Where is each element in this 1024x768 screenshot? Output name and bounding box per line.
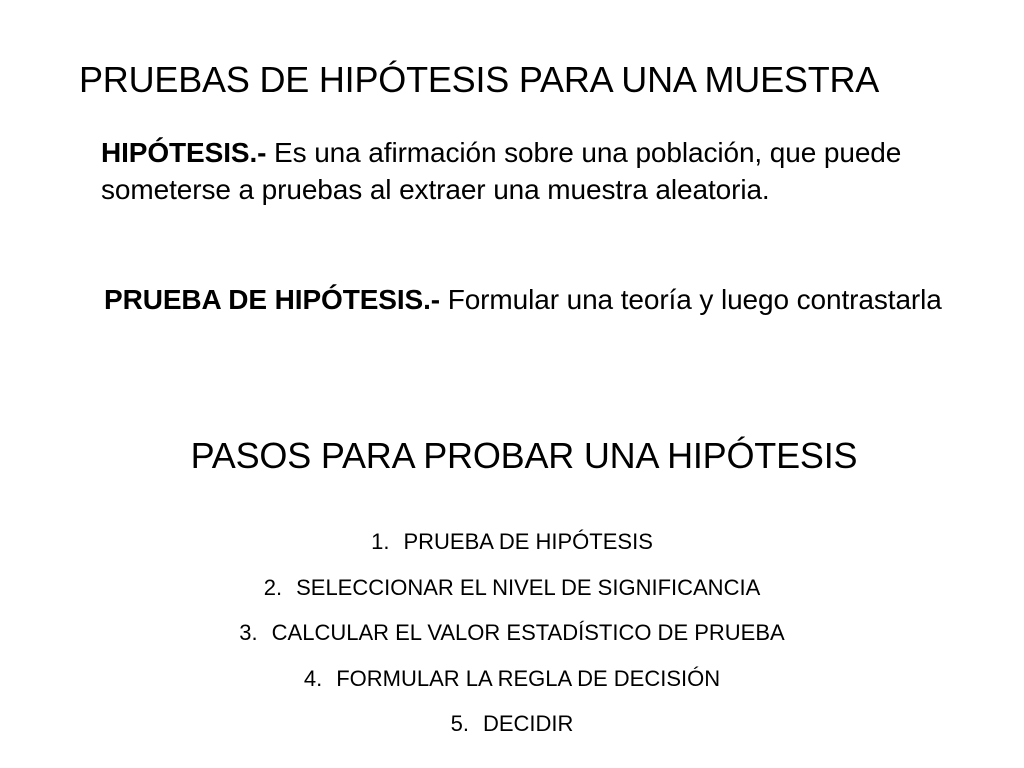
step-item (0, 709, 1024, 755)
step-label: FORMULAR LA REGLA DE DECISIÓN (336, 665, 721, 691)
slide-title: PRUEBAS DE HIPÓTESIS PARA UNA MUESTRA (79, 59, 880, 100)
step-item (0, 618, 1024, 664)
step-number: 4. (303, 665, 323, 691)
definition-prueba-de-hipotesis (104, 281, 964, 318)
steps-section-title: PASOS PARA PROBAR UNA HIPÓTESIS (190, 435, 858, 476)
definition-hipotesis (101, 134, 961, 208)
definition-text: Es una afirmación sobre una población, que puede someterse a pruebas al extraer una muestra aleatoria. (101, 137, 902, 205)
step-number: 5. (450, 711, 469, 736)
definition-term: HIPÓTESIS.- (101, 137, 267, 168)
step-number: 1. (371, 529, 390, 554)
step-item (0, 573, 1024, 619)
step-item (0, 527, 1024, 573)
step-label: DECIDIR (482, 711, 574, 736)
steps-list (0, 527, 1024, 755)
definition-text: Formular una teoría y luego contrastarla (440, 284, 942, 315)
step-item (0, 664, 1024, 710)
step-number: 3. (239, 620, 258, 645)
step-number: 2. (263, 574, 283, 600)
step-label: SELECCIONAR EL NIVEL DE SIGNIFICANCIA (296, 574, 761, 600)
step-label: PRUEBA DE HIPÓTESIS (403, 529, 653, 554)
definition-term: PRUEBA DE HIPÓTESIS.- (104, 284, 441, 315)
step-label: CALCULAR EL VALOR ESTADÍSTICO DE PRUEBA (271, 620, 785, 645)
